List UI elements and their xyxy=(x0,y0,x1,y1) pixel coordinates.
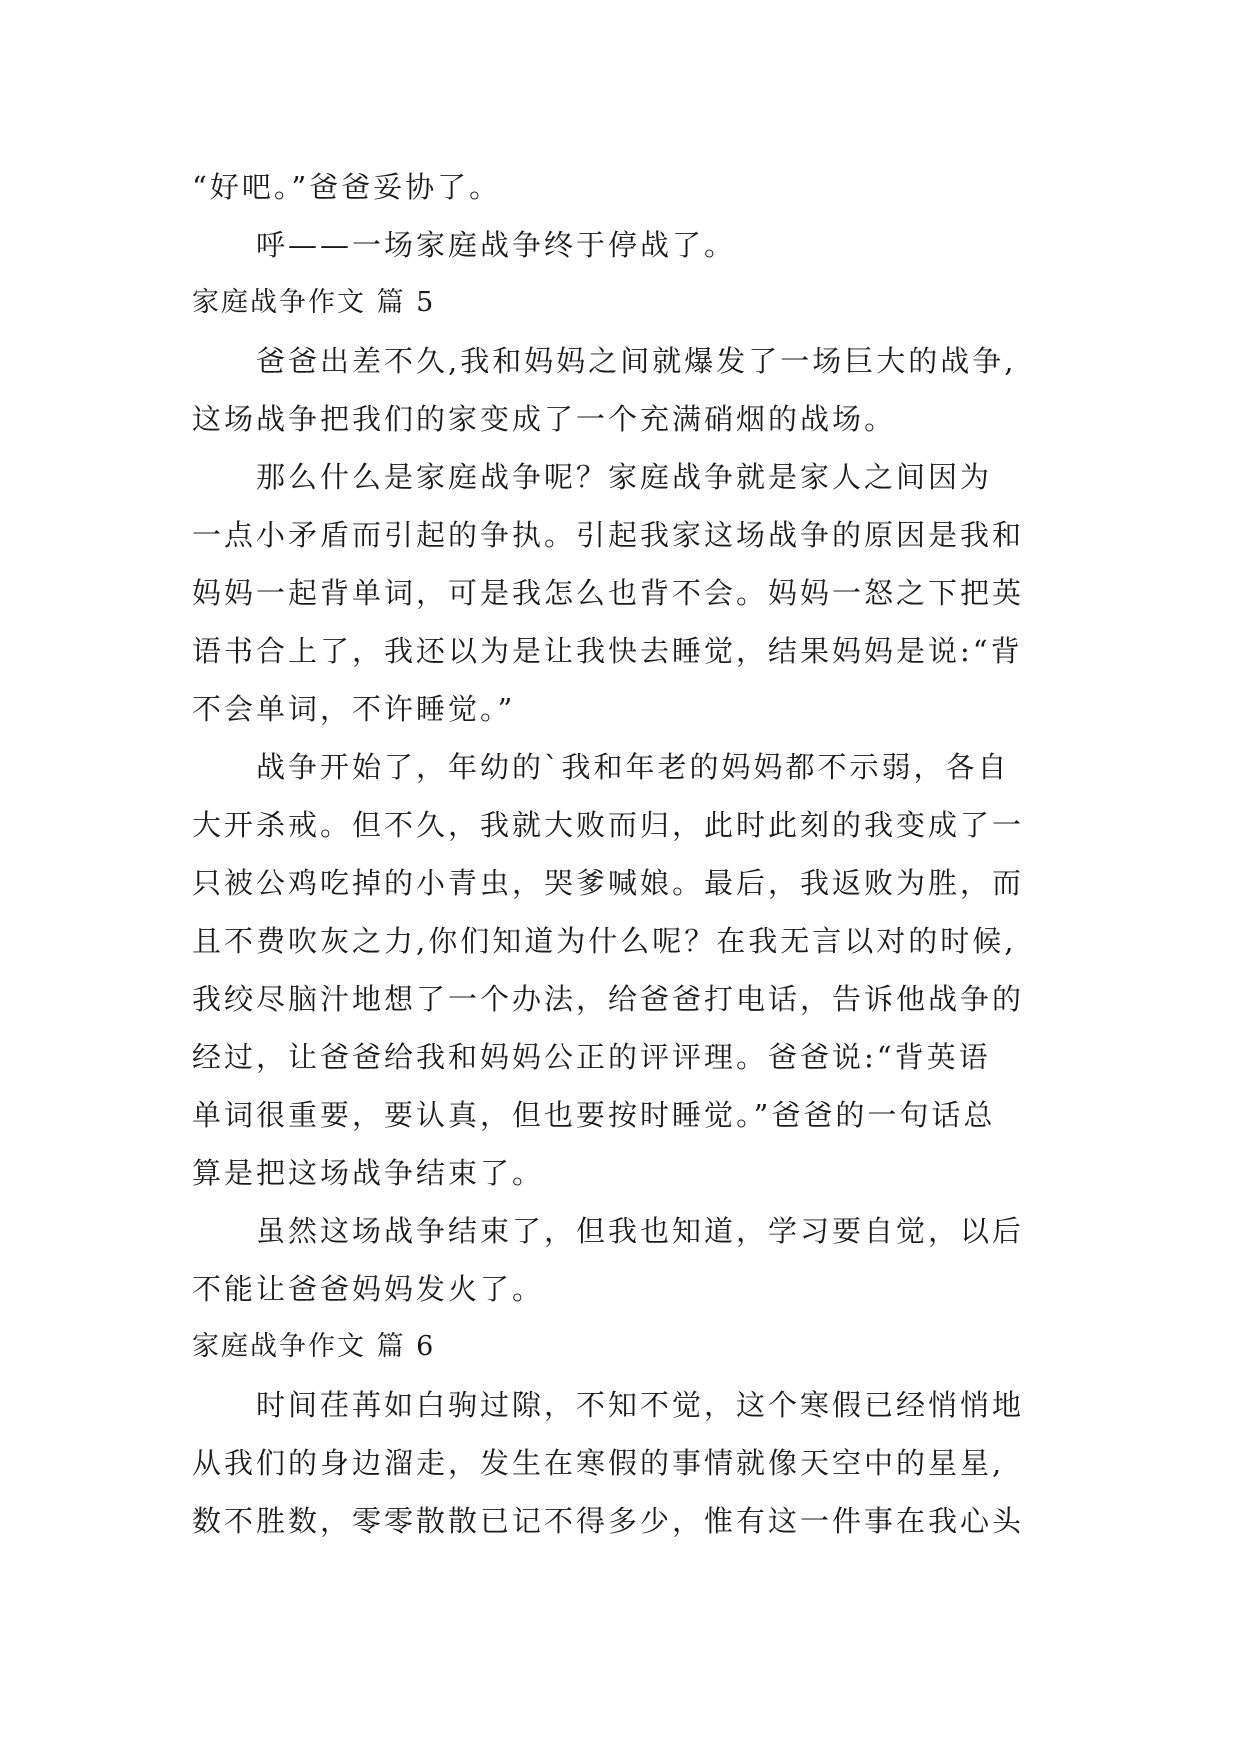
paragraph-line: 数不胜数，零零散散已记不得多少，惟有这一件事在我心头 xyxy=(192,1504,1025,1538)
paragraph-line: 时间荏苒如白驹过隙，不知不觉，这个寒假已经悄悄地 xyxy=(256,1388,1025,1422)
section-heading: 家庭战争作文 篇 5 xyxy=(192,287,436,318)
paragraph-line: 战争开始了，年幼的`我和年老的妈妈都不示弱，各自 xyxy=(256,750,1010,784)
paragraph-line: 呼——一场家庭战争终于停战了。 xyxy=(256,228,737,262)
paragraph-line: 大开杀戒。但不久，我就大败而归，此时此刻的我变成了一 xyxy=(192,808,1025,842)
paragraph-line: 经过，让爸爸给我和妈妈公正的评评理。爸爸说:“背英语 xyxy=(192,1040,991,1074)
paragraph-line: 我绞尽脑汁地想了一个办法，给爸爸打电话，告诉他战争的 xyxy=(192,982,1025,1016)
paragraph-line: 一点小矛盾而引起的争执。引起我家这场战争的原因是我和 xyxy=(192,518,1025,552)
paragraph-line: 单词很重要，要认真，但也要按时睡觉。”爸爸的一句话总 xyxy=(192,1098,996,1132)
paragraph-line: “好吧。”爸爸妥协了。 xyxy=(192,170,502,204)
paragraph-line: 语书合上了，我还以为是让我快去睡觉，结果妈妈是说:“背 xyxy=(192,634,1023,668)
paragraph-line: 爸爸出差不久,我和妈妈之间就爆发了一场巨大的战争, xyxy=(256,344,1017,378)
paragraph-line: 虽然这场战争结束了，但我也知道，学习要自觉，以后 xyxy=(256,1214,1025,1248)
paragraph-line: 这场战争把我们的家变成了一个充满硝烟的战场。 xyxy=(192,402,897,436)
section-heading: 家庭战争作文 篇 6 xyxy=(192,1331,436,1362)
paragraph-line: 妈妈一起背单词，可是我怎么也背不会。妈妈一怒之下把英 xyxy=(192,576,1025,610)
paragraph-line: 只被公鸡吃掉的小青虫，哭爹喊娘。最后，我返败为胜，而 xyxy=(192,866,1025,900)
paragraph-line: 那么什么是家庭战争呢？家庭战争就是家人之间因为 xyxy=(256,460,993,494)
paragraph-line: 不能让爸爸妈妈发火了。 xyxy=(192,1272,545,1306)
paragraph-line: 且不费吹灰之力,你们知道为什么呢？在我无言以对的时候, xyxy=(192,924,1017,958)
document-body xyxy=(192,158,1062,1550)
paragraph-line: 算是把这场战争结束了。 xyxy=(192,1156,545,1190)
paragraph-line: 从我们的身边溜走，发生在寒假的事情就像天空中的星星, xyxy=(192,1446,1005,1480)
paragraph-line: 不会单词，不许睡觉。” xyxy=(192,692,516,726)
